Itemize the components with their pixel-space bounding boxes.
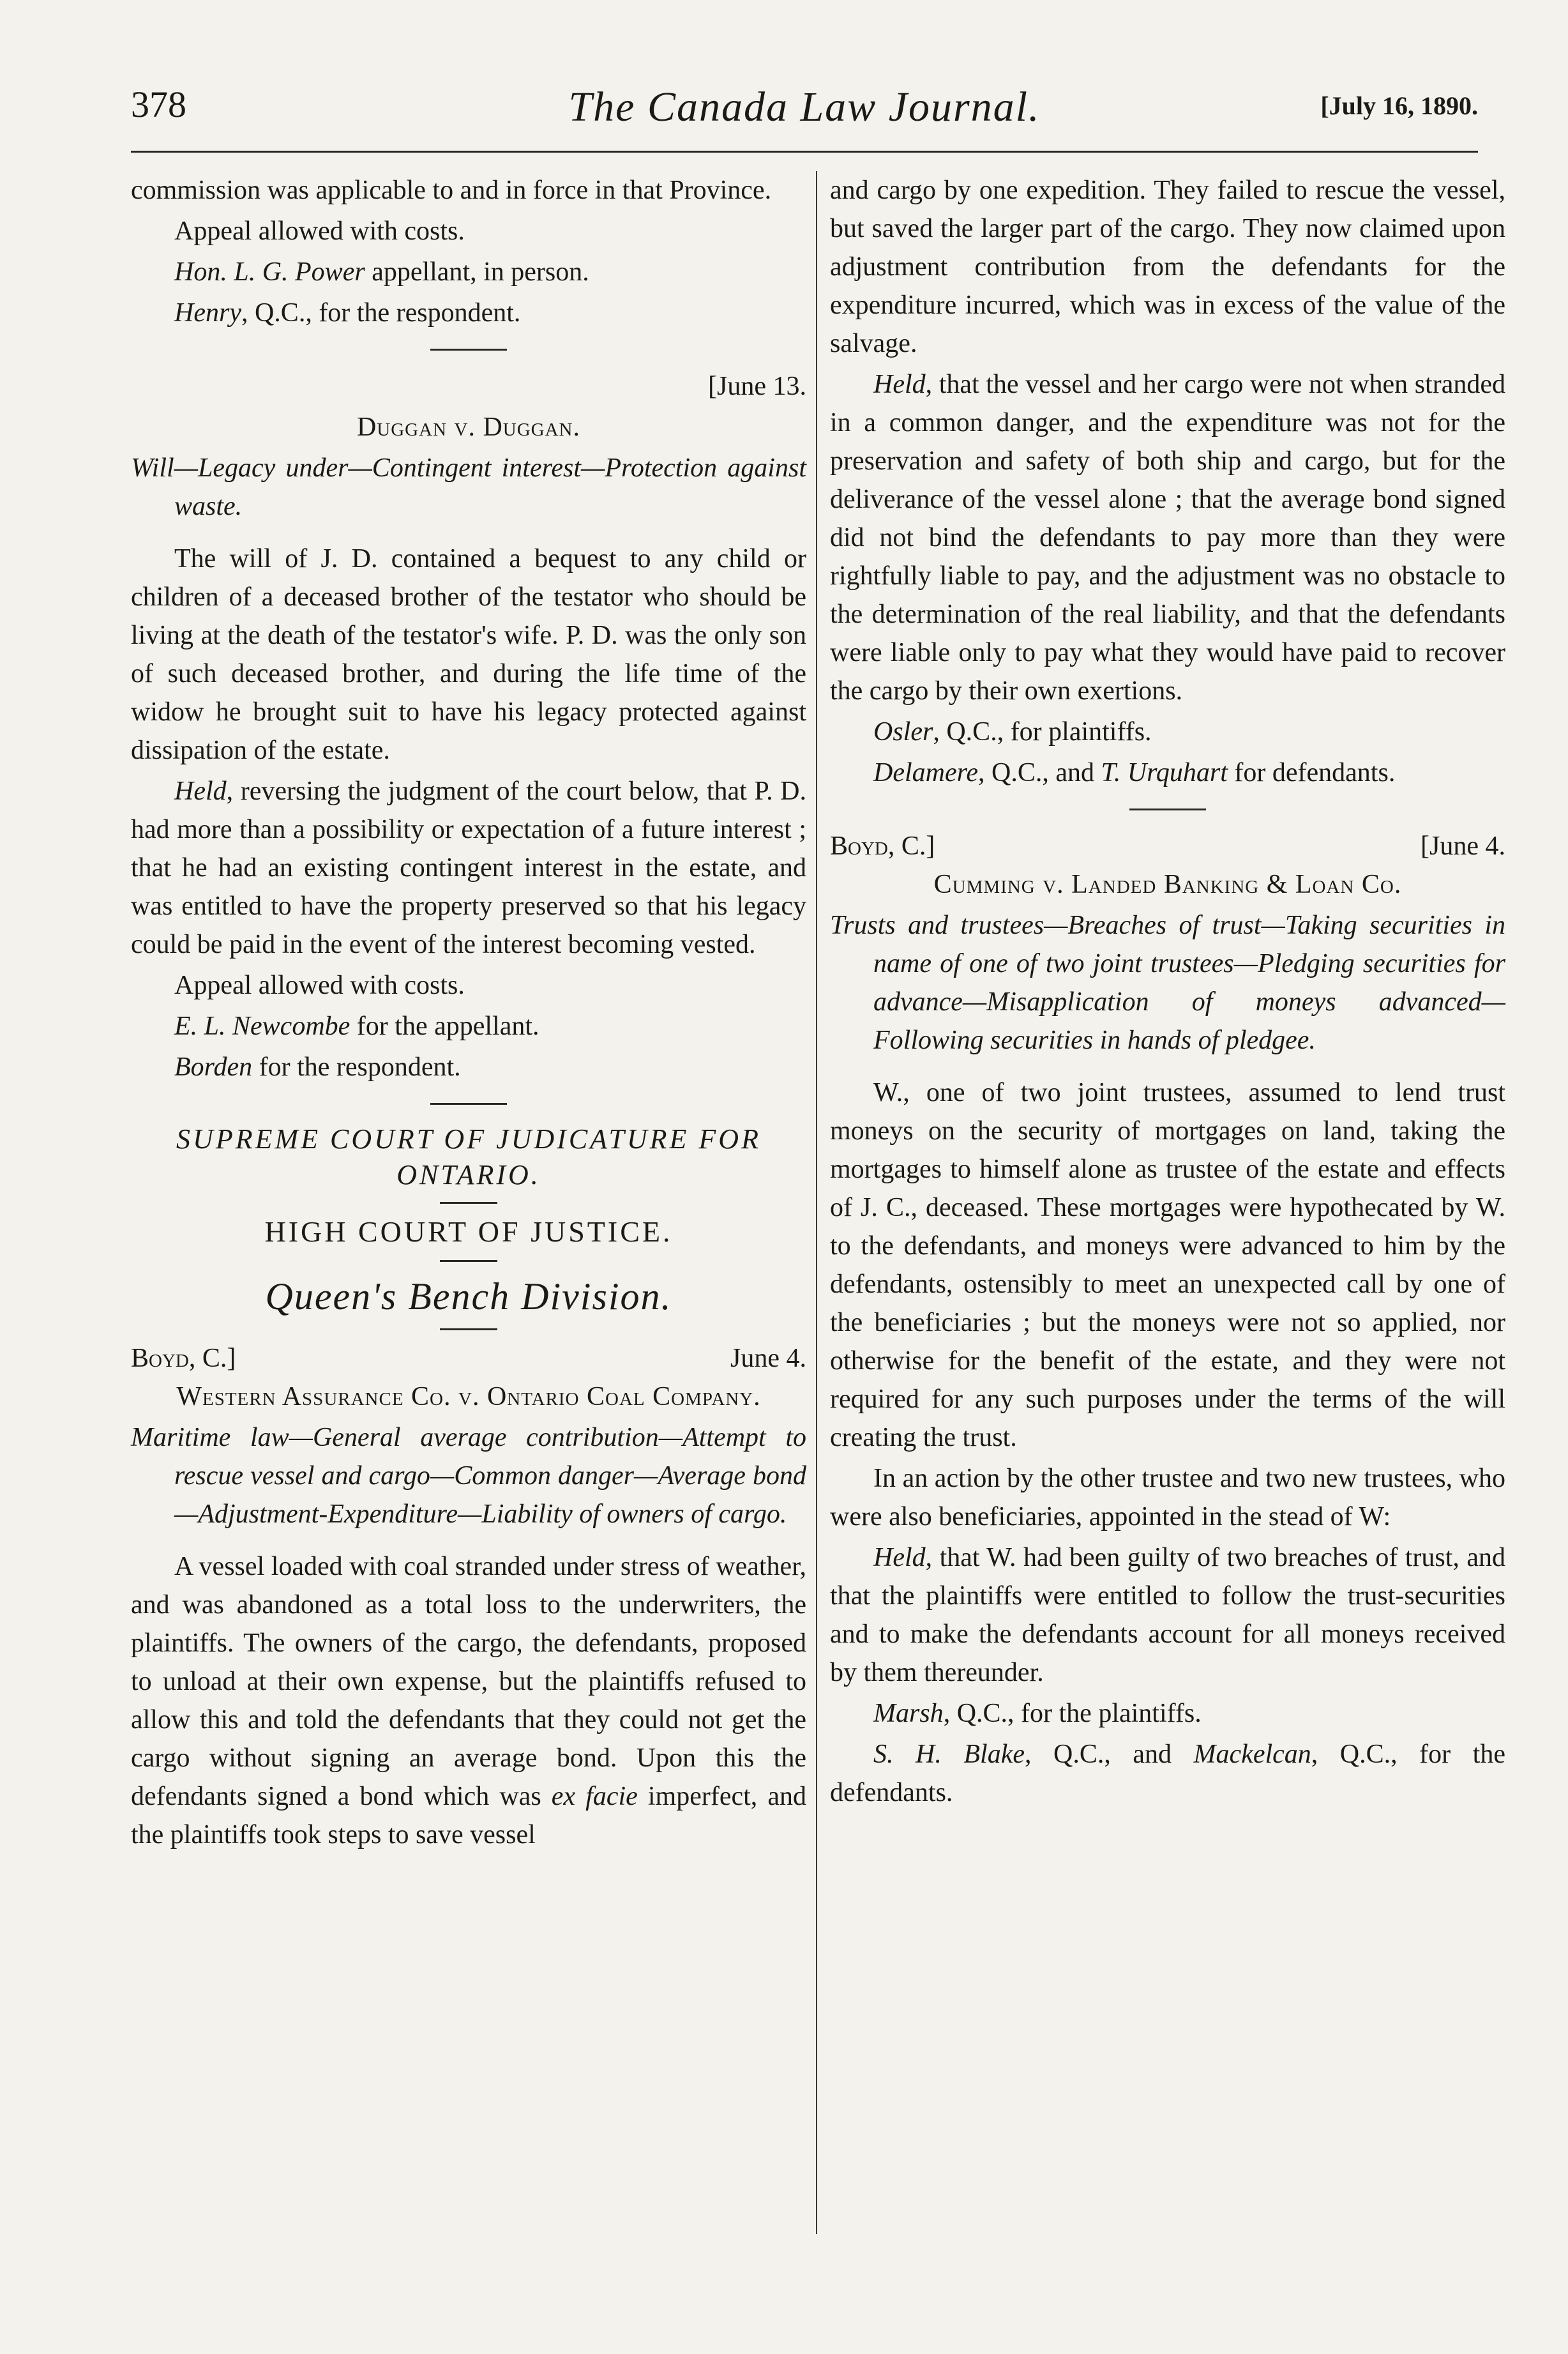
page-header [131, 77, 1478, 147]
counsel-role: for defendants. [1227, 758, 1396, 787]
counsel-line [830, 713, 1505, 751]
counsel-line [131, 1007, 806, 1045]
section-divider [1129, 809, 1206, 810]
counsel-role: , Q.C., for the plaintiffs. [943, 1699, 1202, 1728]
latin-phrase: ex facie [551, 1782, 638, 1811]
section-divider [440, 1328, 497, 1330]
counsel-name: Henry [174, 298, 241, 328]
case-date: [June 4. [1421, 831, 1505, 861]
counsel-line [830, 1694, 1505, 1733]
case-date: June 4. [730, 1344, 806, 1373]
counsel-name: Borden [174, 1052, 253, 1082]
case-headnote: Maritime law—General average contribution—Attempt to rescue vessel and cargo—Common danger—Average bond—Adjustment-Expenditure—Liability of owners of cargo. [131, 1423, 806, 1529]
right-column [830, 171, 1505, 1814]
spacer [131, 528, 806, 540]
case-facts: The will of J. D. contained a bequest to any child or children of a deceased brother of the testator who should be living at the death of the testator's wife. P. D. was the only son of such deceased brother, and during the life time of the widow he brought suit to have his legacy protected against dissipation of the estate. [131, 544, 806, 765]
case-facts: In an action by the other trustee and two new trustees, who were also beneficiaries, appointed in the stead of W: [830, 1464, 1505, 1531]
held-label: Held [873, 370, 926, 399]
case-title: Western Assurance Co. v. Ontario Coal Company. [176, 1382, 761, 1411]
counsel-role: appellant, in person. [365, 257, 589, 287]
counsel-name: Marsh [873, 1699, 944, 1728]
case-meta [830, 827, 1505, 865]
counsel-name: E. L. Newcombe [174, 1012, 351, 1041]
case-title: Duggan v. Duggan. [356, 413, 581, 442]
header-rule [131, 151, 1478, 153]
division-heading: Queen's Bench Division. [265, 1275, 672, 1317]
issue-date: [July 16, 1890. [1320, 91, 1478, 120]
section-divider [440, 1260, 497, 1262]
case-holding [131, 772, 806, 964]
held-label: Held [873, 1543, 926, 1572]
case-facts: W., one of two joint trustees, assumed to lend trust moneys on the security of mortgages on land, taking the mortgages to himself alone as trustee of the estate and effects of J. C., deceased. These mortgages were hypothecated by W. to the defendants, and moneys were advanced to him by the defendants, ostensibly to meet an unexpected call by one of the beneficiaries ; but the moneys were not so applied, nor otherwise for the benefit of the estate, and they were not required for any such purposes under the terms of the will creating the trust. [830, 1078, 1505, 1452]
section-divider [430, 1103, 507, 1105]
column-divider [816, 171, 817, 2234]
appeal-result: Appeal allowed with costs. [174, 971, 465, 1000]
held-label: Held [174, 777, 227, 806]
counsel-name: S. H. Blake [873, 1740, 1025, 1769]
case-facts: and cargo by one expedition. They failed to rescue the vessel, but saved the larger part of the cargo. They now claimed upon adjustment contribution from the defendants for the expenditure incurred, which was in excess of the value of the salvage. [830, 176, 1505, 358]
case-title: Cumming v. Landed Banking & Loan Co. [933, 870, 1402, 899]
held-text: , that W. had been guilty of two breaches of trust, and that the plaintiffs were entitled to follow the trust-securities and to make the defendants account for all moneys received by them thereunder. [830, 1543, 1505, 1687]
judge-name: Boyd, C.] [131, 1344, 236, 1373]
spacer [131, 1536, 806, 1547]
counsel-role: , Q.C., for the respondent. [241, 298, 521, 328]
case-holding [830, 1538, 1505, 1692]
appeal-result: Appeal allowed with costs. [174, 216, 465, 246]
counsel-role: , Q.C., for the defendants. [830, 1740, 1505, 1807]
counsel-name: Osler [873, 717, 933, 747]
case-holding [830, 365, 1505, 710]
journal-title: The Canada Law Journal. [568, 84, 1041, 130]
counsel-name: Hon. L. G. Power [174, 257, 365, 287]
counsel-line [131, 253, 806, 291]
counsel-role: , Q.C., and [1024, 1740, 1194, 1769]
counsel-name: Mackelcan [1193, 1740, 1311, 1769]
section-divider [430, 349, 507, 351]
counsel-role: for the respondent. [252, 1052, 461, 1082]
spacer [830, 1062, 1505, 1074]
counsel-line [131, 1048, 806, 1086]
case-meta [131, 1339, 806, 1378]
high-court-heading: HIGH COURT OF JUSTICE. [264, 1215, 673, 1248]
court-heading: SUPREME COURT OF JUDICATURE FOR ONTARIO. [176, 1123, 761, 1190]
case-headnote: Trusts and trustees—Breaches of trust—Taking securities in name of one of two joint trustees—Pledging securities for advance—Misapplication of moneys advanced—Following securities in hands of pledgee. [830, 911, 1505, 1055]
page-number: 378 [131, 84, 186, 125]
held-text: , reversing the judgment of the court below, that P. D. had more than a possibility or expectation of a future interest ; that he had an existing contingent interest in the estate, and was entitled to have the property preserved so that his legacy could be paid in the event of the interest becoming vested. [131, 777, 806, 959]
text-paragraph: commission was applicable to and in force in that Province. [131, 176, 772, 205]
counsel-line [830, 1735, 1505, 1812]
left-column [131, 171, 806, 1857]
section-divider [440, 1202, 497, 1204]
counsel-line [131, 294, 806, 332]
counsel-name: T. Urquhart [1101, 758, 1228, 787]
case-date: [June 13. [708, 372, 806, 401]
counsel-line [830, 754, 1505, 792]
judge-name: Boyd, C.] [830, 831, 935, 861]
case-headnote: Will—Legacy under—Contingent interest—Protection against waste. [131, 453, 806, 521]
counsel-name: Delamere [873, 758, 979, 787]
counsel-role: for the appellant. [350, 1012, 539, 1041]
case-facts [131, 1547, 806, 1854]
held-text: , that the vessel and her cargo were not when stranded in a common danger, and the expenditure was not for the preservation and safety of both ship and cargo, but for the deliverance of the vessel alone ; that the average bond signed did not bind the defendants to pay more than they were rightfully liable to pay, and the adjustment was no obstacle to the determination of the real liability, and that the defendants were liable only to pay what they would have paid to recover the cargo by their own exertions. [830, 370, 1505, 706]
facts-text: A vessel loaded with coal stranded under stress of weather, and was abandoned as a total loss to the underwriters, the plaintiffs. The owners of the cargo, the defendants, proposed to unload at their own expense, but the plaintiffs refused to allow this and told the defendants that they could not get the cargo without signing an average bond. Upon this the defendants signed a bond which was [131, 1552, 806, 1811]
facts-text: imperfect, and the plaintiffs took steps to save vessel [131, 1782, 807, 1849]
counsel-role: , Q.C., and [978, 758, 1101, 787]
counsel-role: , Q.C., for plaintiffs. [933, 717, 1152, 747]
